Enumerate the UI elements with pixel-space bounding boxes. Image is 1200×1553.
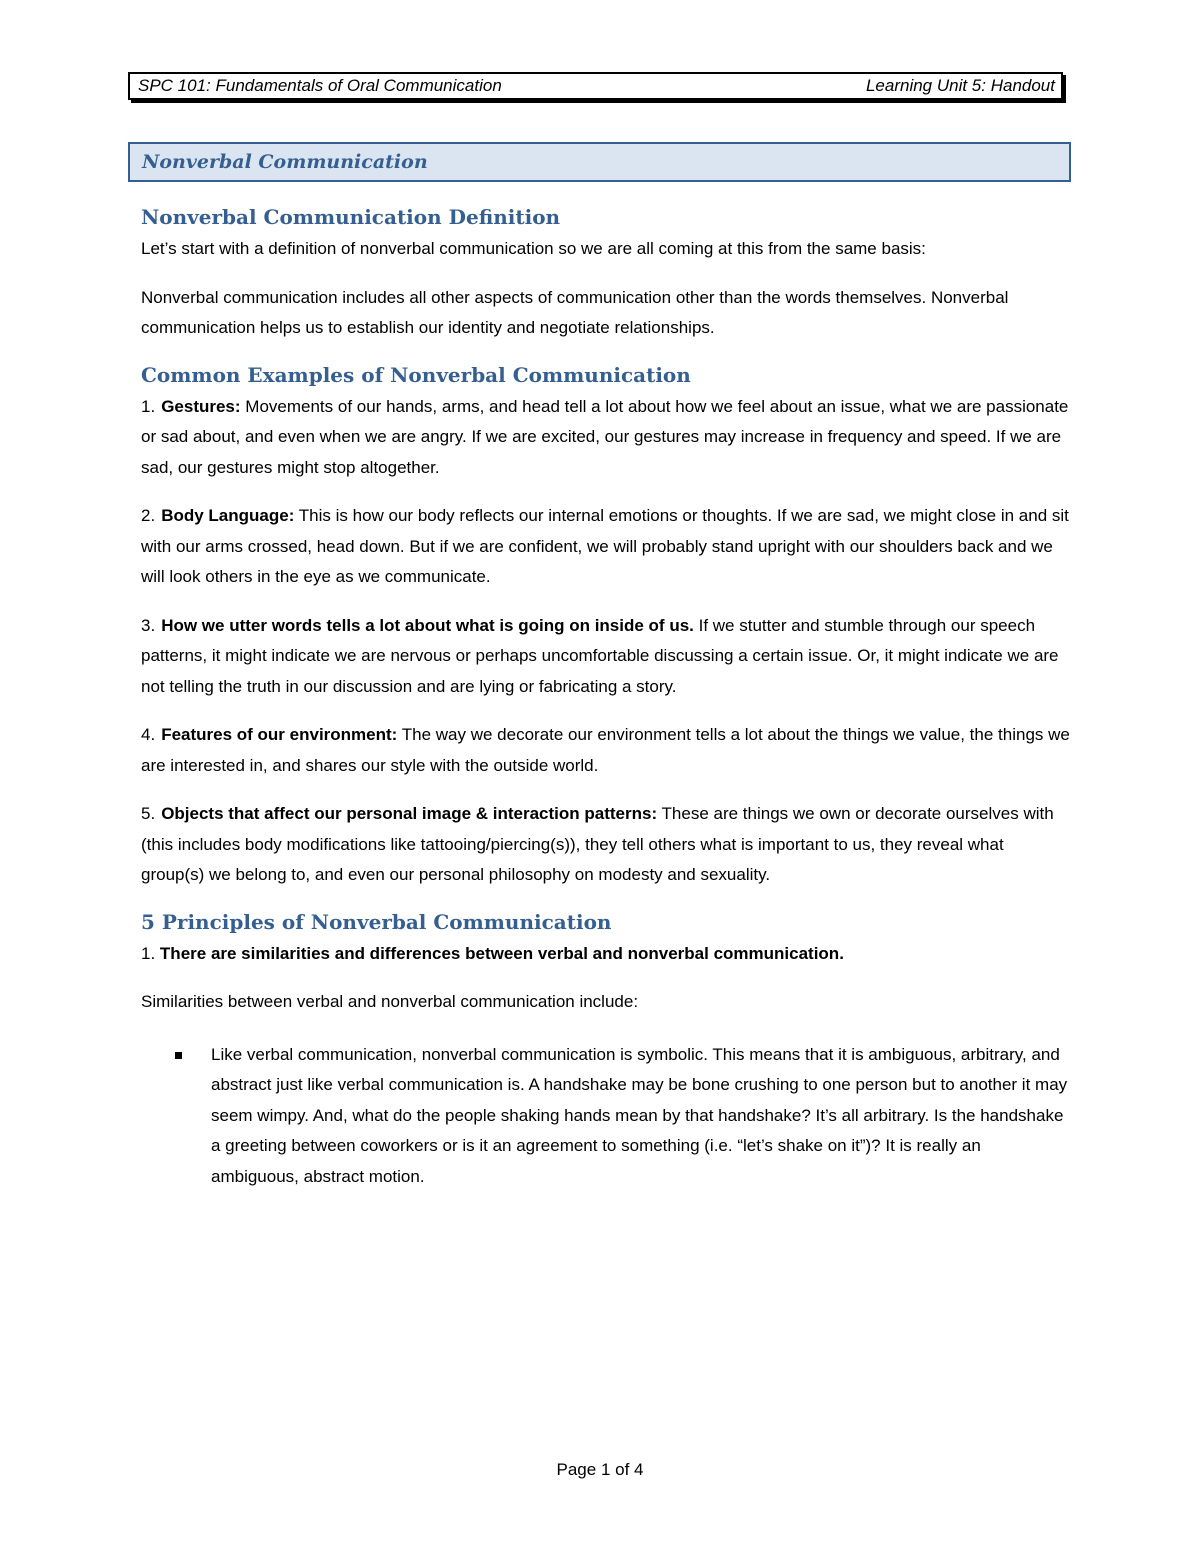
definition-heading: Nonverbal Communication Definition: [141, 205, 561, 229]
examples-heading: Common Examples of Nonverbal Communication: [141, 362, 691, 387]
unit-title: Learning Unit 5: Handout: [865, 76, 1055, 95]
example-term: Body Language:: [161, 506, 295, 525]
example-text: Movements of our hands, arms, and head tell a lot about how we feel about an issue, what we are passionate or sad about, and even when we are angry. If we are excited, our gestures may increase in frequency and speed. If we are sad, our gestures might stop altogether.: [141, 396, 1069, 477]
list-item-text: Like verbal communication, nonverbal communication is symbolic. This means that it is ambiguous, arbitrary, and abstract just like verbal communication is. A handshake may be bone crushing to one person but to another it may seem wimpy. And, what do the people shaking hands mean by that handshake? It’s all arbitrary. Is the handshake a greeting between coworkers or is it an agreement to something (i.e. “let’s shake on it”)? It is really an ambiguous, abstract motion.: [211, 1044, 1068, 1186]
example-text: These are things we own or decorate ourselves with (this includes body modifications like tattooing/piercing(s)), they tell others what is important to us, they reveal what group(s) we belong to, and even our personal philosophy on modesty and sexuality.: [141, 804, 1054, 884]
example-text: The way we decorate our environment tells a lot about the things we value, the things we are interested in, and shares our style with the outside world.: [141, 725, 1070, 775]
example-item-3: [141, 611, 1071, 703]
definition-intro: Let’s start with a definition of nonverbal communication so we are all coming at this from the same basis:: [141, 239, 926, 258]
example-text: This is how our body reflects our internal emotions or thoughts. If we are sad, we might close in and sit with our arms crossed, head down. But if we are confident, we will probably stand upright with our shoulders back and we will look others in the eye as we communicate.: [141, 506, 1069, 586]
example-item-5: [141, 799, 1071, 891]
principle-item-1: [141, 939, 1071, 970]
page-footer: [0, 1460, 1200, 1480]
section-banner-title: Nonverbal Communication: [142, 151, 428, 173]
example-number: 5.: [141, 804, 156, 823]
page-header: [128, 72, 1063, 100]
course-title: SPC 101: Fundamentals of Oral Communication: [138, 76, 502, 95]
example-number: 3.: [141, 615, 156, 635]
example-text: If we stutter and stumble through our speech patterns, it might indicate we are nervous or perhaps uncomfortable discussing a certain issue. Or, it might indicate we are not telling the truth in our discussion and are lying or fabricating a story.: [141, 615, 1059, 696]
page-number: Page 1 of 4: [556, 1460, 644, 1479]
example-item-1: [141, 392, 1071, 484]
definition-body: Nonverbal communication includes all other aspects of communication other than the words themselves. Nonverbal communication helps us to establish our identity and negotiate relationships.: [141, 287, 1009, 337]
example-item-2: [141, 501, 1071, 593]
similarities-intro: Similarities between verbal and nonverbal communication include:: [141, 992, 639, 1011]
example-term: Gestures:: [161, 396, 241, 416]
example-term: Features of our environment:: [161, 725, 398, 744]
example-number: 2.: [141, 506, 156, 525]
document-body: [141, 200, 1071, 1192]
example-number: 4.: [141, 725, 156, 744]
list-item: [211, 1040, 1071, 1193]
example-number: 1.: [141, 396, 156, 416]
example-item-4: [141, 720, 1071, 781]
similarities-list: [141, 1040, 1071, 1193]
principle-number: 1.: [141, 943, 156, 963]
example-term: Objects that affect our personal image & interaction patterns:: [161, 804, 658, 823]
square-bullet-icon: [175, 1052, 182, 1059]
example-term: How we utter words tells a lot about what is going on inside of us.: [161, 615, 694, 635]
principles-heading: 5 Principles of Nonverbal Communication: [141, 909, 612, 934]
principle-text: There are similarities and differences between verbal and nonverbal communication.: [159, 943, 844, 963]
section-banner: [128, 142, 1071, 182]
